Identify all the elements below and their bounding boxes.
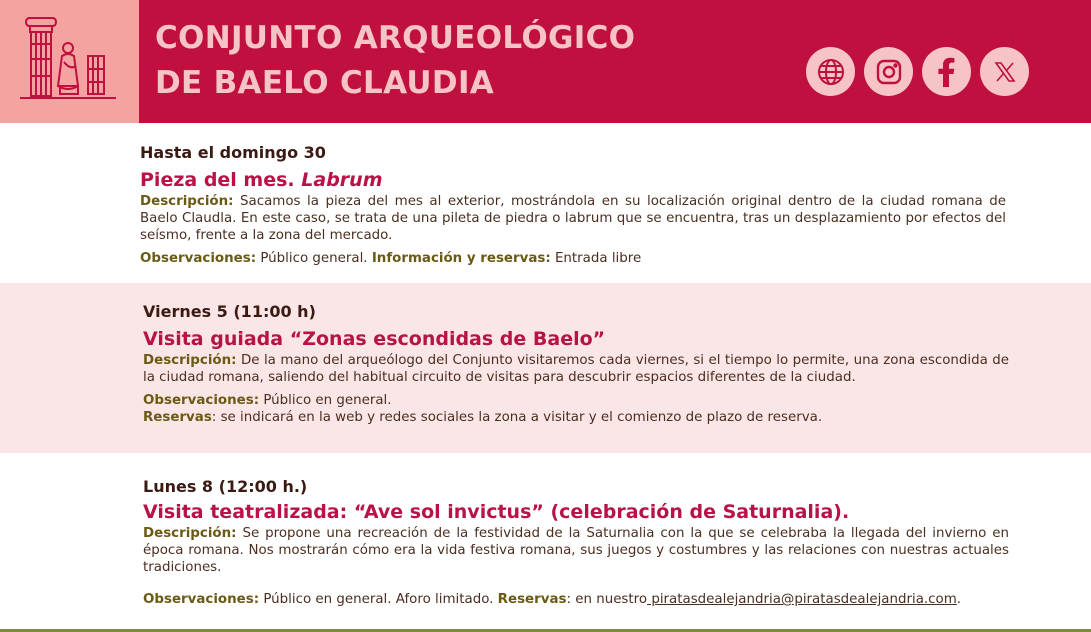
email-link[interactable]: piratasdealejandria@piratasdealejandria.com <box>647 592 957 607</box>
event-description <box>143 352 1009 386</box>
event-title <box>140 169 1006 191</box>
x-twitter-button[interactable] <box>980 47 1029 96</box>
event-title-text: Pieza del mes. <box>140 169 302 191</box>
reservations-text: : se indicará en la web y redes sociales la zona a visitar y el comienzo de plazo de reserva. <box>211 410 823 425</box>
event-observations <box>143 392 1009 409</box>
reservations-label: Reservas <box>143 410 212 425</box>
observations-text: Público en general. <box>259 393 392 408</box>
roman-column-statue-icon <box>18 14 118 104</box>
observations-label: Observaciones: <box>143 592 260 607</box>
observations-label: Observaciones: <box>143 393 260 408</box>
event-block-3 <box>0 453 1091 629</box>
observations-label: Observaciones: <box>140 251 257 266</box>
description-text: Se propone una recreación de la festividad de la Saturnalia con la que se celebraba la llegada del invierno en época romana. Nos mostrarán cómo era la vida festiva romana, sus juegos y costumbres y las relaciones con nuestras actuales tradiciones. <box>143 526 1009 575</box>
event-block-1 <box>0 123 1091 283</box>
title-line-1: CONJUNTO ARQUEOLÓGICO <box>155 20 636 56</box>
title-line-2: DE BAELO CLAUDIA <box>155 65 495 101</box>
event-title: Visita guiada “Zonas escondidas de Baelo” <box>143 328 606 350</box>
event-date: Viernes 5 (11:00 h) <box>143 302 316 321</box>
description-label: Descripción: <box>143 353 237 368</box>
reservations-label: Reservas <box>497 592 567 607</box>
website-button[interactable] <box>806 47 855 96</box>
event-date: Lunes 8 (12:00 h.) <box>143 477 308 496</box>
event-description <box>140 193 1006 244</box>
end-period: . <box>956 592 962 607</box>
event-date: Hasta el domingo 30 <box>140 143 326 162</box>
reservations-text: : en nuestro <box>566 592 648 607</box>
event-title-italic: Labrum <box>301 169 383 191</box>
instagram-icon <box>875 58 903 86</box>
logo <box>0 0 139 123</box>
description-text: De la mano del arqueólogo del Conjunto visitaremos cada viernes, si el tiempo lo permite, una zona escondida de la ciudad romana, saliendo del habitual circuito de visitas para descubrir espacios diferentes de la ciudad. <box>143 353 1009 385</box>
observations-text: Público en general. Aforo limitado. <box>259 592 498 607</box>
event-title: Visita teatralizada: “Ave sol invictus” (celebración de Saturnalia). <box>143 501 850 523</box>
header-banner <box>0 0 1091 123</box>
event-block-2 <box>0 283 1091 453</box>
globe-icon <box>816 57 846 87</box>
event-description <box>143 525 1009 576</box>
x-twitter-icon <box>993 60 1017 84</box>
event-reservations <box>143 409 1009 426</box>
instagram-button[interactable] <box>864 47 913 96</box>
description-label: Descripción: <box>140 194 234 209</box>
info-label: Información y reservas: <box>371 251 551 266</box>
info-text: Entrada libre <box>550 251 642 266</box>
facebook-button[interactable] <box>922 47 971 96</box>
page-title <box>155 16 635 106</box>
observations-text: Público general. <box>256 251 372 266</box>
social-links <box>806 47 1029 96</box>
facebook-icon <box>922 47 971 96</box>
event-observations <box>143 591 1009 608</box>
description-label: Descripción: <box>143 526 237 541</box>
description-text: Sacamos la pieza del mes al exterior, mostrándola en su localización original dentro de la ciudad romana de Baelo Claudla. En este caso, se trata de una pileta de piedra o labrum que se encuentra, tras un desplazamiento por efectos del seísmo, frente a la zona del mercado. <box>140 194 1006 243</box>
event-observations <box>140 250 1006 267</box>
